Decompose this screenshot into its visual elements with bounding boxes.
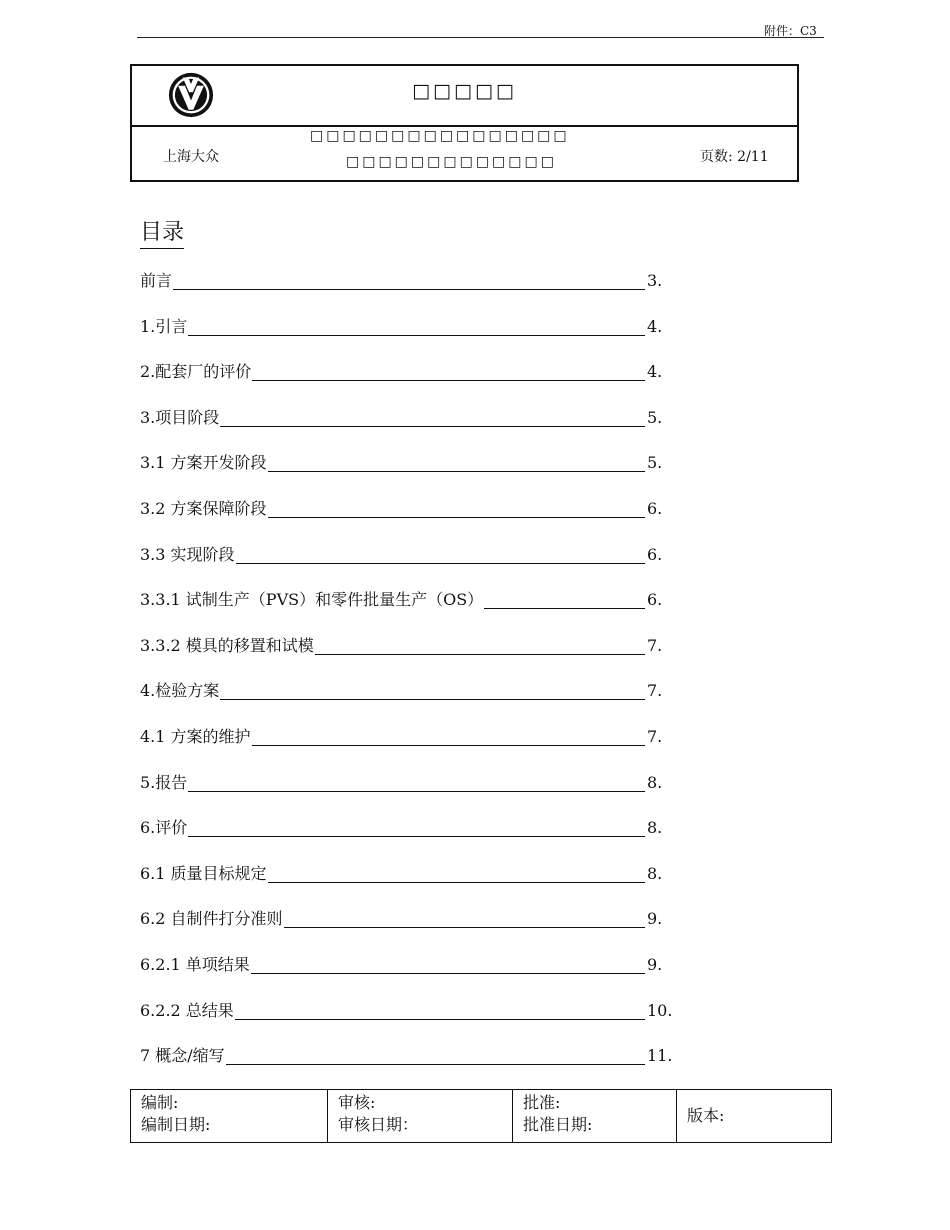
toc-entry[interactable] xyxy=(140,316,680,338)
toc-entry[interactable] xyxy=(140,270,680,292)
toc-leader-line xyxy=(235,1019,645,1020)
toc-leader-line xyxy=(236,563,645,564)
toc-entry[interactable] xyxy=(140,361,680,383)
toc-entry[interactable] xyxy=(140,817,680,839)
toc-entry[interactable] xyxy=(140,589,680,611)
document-title-line2: □□□□□□□□□□□□□ xyxy=(346,154,557,170)
toc-entry[interactable] xyxy=(140,498,680,520)
toc-leader-line xyxy=(251,973,645,974)
toc-leader-line xyxy=(220,426,645,427)
toc-entry[interactable] xyxy=(140,1045,680,1067)
toc-leader-line xyxy=(268,882,645,883)
version-label: 版本: xyxy=(687,1106,725,1125)
toc-leader-line xyxy=(188,791,645,792)
prepared-cell xyxy=(131,1090,328,1143)
toc-leader-line xyxy=(188,335,645,336)
toc-leader-line xyxy=(252,380,645,381)
toc-entry-page: 7. xyxy=(647,635,663,655)
approved-cell xyxy=(513,1090,677,1143)
header-top-row xyxy=(132,66,797,127)
toc-entry[interactable] xyxy=(140,772,680,794)
toc-entry-page: 10. xyxy=(647,1000,673,1020)
toc-entry[interactable] xyxy=(140,635,680,657)
toc-entry-label: 3.3.1 试制生产（PVS）和零件批量生产（OS） xyxy=(140,590,484,610)
toc-leader-line xyxy=(268,517,645,518)
document-header xyxy=(130,64,799,182)
version-cell xyxy=(677,1090,832,1143)
toc-entry[interactable] xyxy=(140,544,680,566)
approved-date-label: 批准日期: xyxy=(523,1115,593,1134)
toc-entry-page: 6. xyxy=(647,544,663,564)
toc-entry-label: 6.2 自制件打分准则 xyxy=(140,909,283,929)
toc-entry-page: 8. xyxy=(647,863,663,883)
toc-entry-label: 6.1 质量目标规定 xyxy=(140,863,267,883)
toc-entry-label: 3.1 方案开发阶段 xyxy=(140,453,267,473)
signature-table xyxy=(130,1089,832,1143)
top-rule xyxy=(137,37,824,38)
toc-entry-label: 3.项目阶段 xyxy=(140,407,220,427)
toc-leader-line xyxy=(188,836,645,837)
toc-leader-line xyxy=(220,699,645,700)
toc-heading: 目录 xyxy=(140,219,184,249)
toc-entry-page: 11. xyxy=(647,1046,673,1066)
toc-entry-label: 3.3.2 模具的移置和试模 xyxy=(140,635,314,655)
prepared-date-label: 编制日期: xyxy=(141,1115,211,1134)
toc-entry-label: 前言 xyxy=(140,271,173,290)
document-title-line1: □□□□□□□□□□□□□□□□ xyxy=(310,128,570,144)
toc-entry-page: 6. xyxy=(647,499,663,518)
reviewed-cell xyxy=(328,1090,513,1143)
toc-entry[interactable] xyxy=(140,908,680,930)
toc-entry[interactable] xyxy=(140,726,680,748)
toc-entry-label: 4.1 方案的维护 xyxy=(140,727,251,746)
toc-leader-line xyxy=(284,927,645,928)
toc-leader-line xyxy=(252,745,645,746)
toc-entry-page: 9. xyxy=(647,909,663,929)
toc-entry-label: 7 概念/缩写 xyxy=(140,1046,225,1066)
toc-entry-page: 9. xyxy=(647,955,663,974)
toc-entry[interactable] xyxy=(140,954,680,976)
toc-entry-label: 3.2 方案保障阶段 xyxy=(140,499,267,518)
toc-entry-label: 4.检验方案 xyxy=(140,681,220,701)
toc-entry[interactable] xyxy=(140,1000,680,1022)
toc-entry-page: 6. xyxy=(647,590,663,610)
toc-entry-label: 6.2.1 单项结果 xyxy=(140,955,250,974)
toc-entry-label: 1.引言 xyxy=(140,316,188,336)
toc-leader-line xyxy=(484,608,645,609)
toc-entry-page: 8. xyxy=(647,818,663,838)
toc-entry-label: 5.报告 xyxy=(140,772,188,792)
company-name: 上海大众 xyxy=(163,149,219,165)
toc-entry-label: 2.配套厂的评价 xyxy=(140,362,252,382)
toc-entry-label: 3.3 实现阶段 xyxy=(140,544,235,564)
attachment-label: 附件：C3 xyxy=(764,24,817,38)
toc-leader-line xyxy=(226,1064,645,1065)
toc-leader-line xyxy=(315,654,645,655)
toc-entry-page: 7. xyxy=(647,681,663,701)
toc-entry-page: 5. xyxy=(647,407,663,427)
toc-entry-page: 4. xyxy=(647,362,663,382)
toc-entry[interactable] xyxy=(140,452,680,474)
reviewed-by-label: 审核: xyxy=(338,1093,376,1112)
toc-entry-page: 4. xyxy=(647,316,663,336)
approved-by-label: 批准: xyxy=(523,1093,561,1112)
prepared-by-label: 编制: xyxy=(141,1093,179,1112)
toc-entry-label: 6.评价 xyxy=(140,818,188,838)
toc-entry-page: 3. xyxy=(647,271,663,290)
toc-leader-line xyxy=(173,289,645,290)
toc-entry-page: 8. xyxy=(647,772,663,792)
toc-entry[interactable] xyxy=(140,680,680,702)
reviewed-date-label: 审核日期： xyxy=(338,1115,419,1134)
toc-entry[interactable] xyxy=(140,863,680,885)
toc-leader-line xyxy=(268,471,645,472)
toc-entry-page: 7. xyxy=(647,727,663,746)
toc-entry[interactable] xyxy=(140,407,680,429)
toc-entry-page: 5. xyxy=(647,453,663,473)
document-type: □□□□□ xyxy=(412,80,517,102)
page-count: 页数: 2/11 xyxy=(700,149,769,165)
toc-entry-label: 6.2.2 总结果 xyxy=(140,1000,234,1020)
